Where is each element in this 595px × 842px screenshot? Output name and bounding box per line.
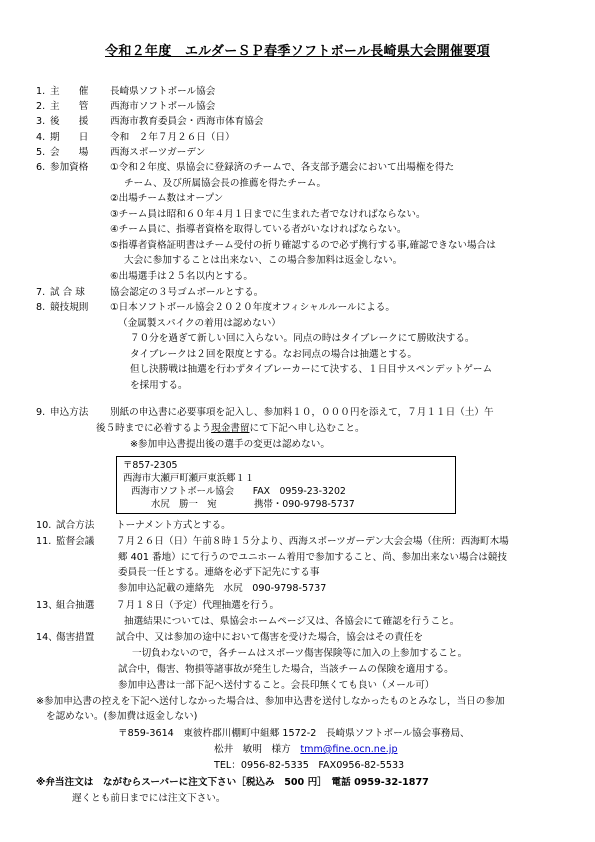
org-fax-row: 西海市ソフトボール協会 FAX 0959-23-3202 bbox=[131, 486, 346, 497]
contact-name-email: 松井 敏明 様方 tmm@fine.ocn.ne.jp bbox=[214, 744, 398, 755]
meeting-line: 参加申込記載の連絡先 水尻 090-9798-5737 bbox=[118, 583, 327, 594]
injury-line: 試合中，傷害、物損等諸事故が発生した場合，当該チームの保険を適用する。 bbox=[118, 664, 454, 675]
injury-line: 一切負わないので，各チームはスポーツ傷害保険等に加入の上参加すること。 bbox=[132, 648, 468, 659]
qual-line: ⑤指導者資格証明書はチーム受付の折り確認するので必ず携行する事,確認できない場合は bbox=[110, 240, 496, 251]
qual-line: ③チーム員は昭和６０年４月１日までに生まれた者でなければならない。 bbox=[110, 209, 426, 220]
meeting-line: 郷 401 番地）にて行うのでユニホーム着用で参加すること、尚、参加出来ない場合は競技 bbox=[118, 552, 507, 563]
item-meeting: 11. 監督会議 ７月２６日（日）午前８時１５分より、西海スポーツガーデン大会会場（住所：西海町木場 bbox=[36, 536, 509, 547]
item-qualification: 6. 参加資格 ①令和２年度、県協会に登録済のチームで、各支部予選会において出場権を得た bbox=[36, 162, 455, 173]
meeting-line: 委員長一任とする。連絡を必ず下記先にする事 bbox=[118, 567, 320, 578]
item-organizer: 2. 主 管 西海市ソフトボール協会 bbox=[36, 101, 216, 112]
bento-order: ※弁当注文は ながむらスーパーに注文下さい［税込み 500 円］ 電話 0959-32-1877 bbox=[36, 777, 429, 788]
qual-line: ⑥出場選手は２５名以内とする。 bbox=[110, 271, 253, 282]
qual-line: 大会に参加することは出来ない、この場合参加料は返金しない。 bbox=[124, 255, 403, 266]
item-injury: 14、傷害措置 試合中、又は参加の途中において傷害を受けた場合，協会はその責任を bbox=[36, 632, 423, 643]
qual-line: チーム、及び所属協会長の推薦を得たチーム。 bbox=[124, 178, 327, 189]
page-title: 令和２年度 エルダーＳＰ春季ソフトボール長崎県大会開催要項 bbox=[105, 44, 490, 59]
item-support: 3. 後 援 西海市教育委員会・西海市体育協会 bbox=[36, 116, 264, 127]
item-rules: 8. 競技規則 ①日本ソフトボール協会２０２０年度オフィシャルルールによる。 bbox=[36, 302, 395, 313]
contact-tel: TEL：0956-82-5335 FAX0956-82-5533 bbox=[214, 760, 405, 771]
draw-line: 抽選結果については、県協会ホームページ又は、各協会にて確認を行うこと。 bbox=[124, 616, 460, 627]
email-link[interactable]: tmm@fine.ocn.ne.jp bbox=[300, 744, 398, 755]
item-draw: 13、組合抽選 ７月１８日（予定）代理抽選を行う。 bbox=[36, 600, 280, 611]
bento-deadline: 遅くとも前日までには注文下さい。 bbox=[72, 793, 226, 804]
address-box bbox=[116, 456, 456, 514]
rule-line: を採用する。 bbox=[130, 380, 188, 391]
rule-line: 但し決勝戦は抽選を行わずタイブレーカーにて決する、１日目サスペンデットゲーム bbox=[130, 364, 493, 375]
street-address: 西海市大瀬戸町瀬戸東浜郷１１ bbox=[123, 473, 255, 484]
rule-line: タイブレークは２回を限度とする。なお同点の場合は抽選とする。 bbox=[130, 349, 417, 360]
person-mobile-row: 水尻 勝一 宛 携帯・090-9798-5737 bbox=[151, 499, 355, 510]
item-date: 4. 期 日 令和 ２年７月２６日（日） bbox=[36, 132, 235, 143]
rule-line: ７０分を過ぎて新しい回に入らない。同点の時はタイブレークにて勝敗決する。 bbox=[130, 333, 475, 344]
apply-line: 後５時までに必着するよう現金書留にて下記へ申し込むこと。 bbox=[96, 423, 365, 434]
apply-note: ※参加申込書提出後の選手の変更は認めない。 bbox=[130, 439, 330, 450]
qual-line: ②出場チーム数はオープン bbox=[110, 193, 224, 204]
note-line: を認めない。(参加費は返金しない) bbox=[46, 711, 198, 722]
item-sponsor: 1. 主 催 長崎県ソフトボール協会 bbox=[36, 86, 216, 97]
item-application: 9. 申込方法 別紙の申込書に必要事項を記入し、参加料１０，０００円を添えて，７月１１日（土）午 bbox=[36, 407, 494, 418]
note-line: ※参加申込書の控えを下記へ送付しなかった場合は、参加申込書を送付しなかったものとみなし，当日の参加 bbox=[36, 696, 505, 707]
contact-address: 〒859-3614 東彼杵郡川棚町中組郷 1572-2 長崎県ソフトボール協会事務局、 bbox=[118, 728, 470, 739]
item-ball: 7. 試 合 球 協会認定の３号ゴムボールとする。 bbox=[36, 287, 264, 298]
rule-line: （金属製スパイクの着用は認めない） bbox=[118, 318, 281, 329]
qual-line: ④チーム員に、指導者資格を取得している者がいなければならない。 bbox=[110, 224, 407, 235]
postal-code: 〒857-2305 bbox=[123, 460, 178, 471]
item-format: 10. 試合方法 トーナメント方式とする。 bbox=[36, 520, 231, 531]
item-venue: 5. 会 場 西海スポーツガーデン bbox=[36, 147, 206, 158]
injury-line: 参加申込書は一部下記へ送付すること。会長印無くても良い（メール可） bbox=[118, 680, 435, 691]
